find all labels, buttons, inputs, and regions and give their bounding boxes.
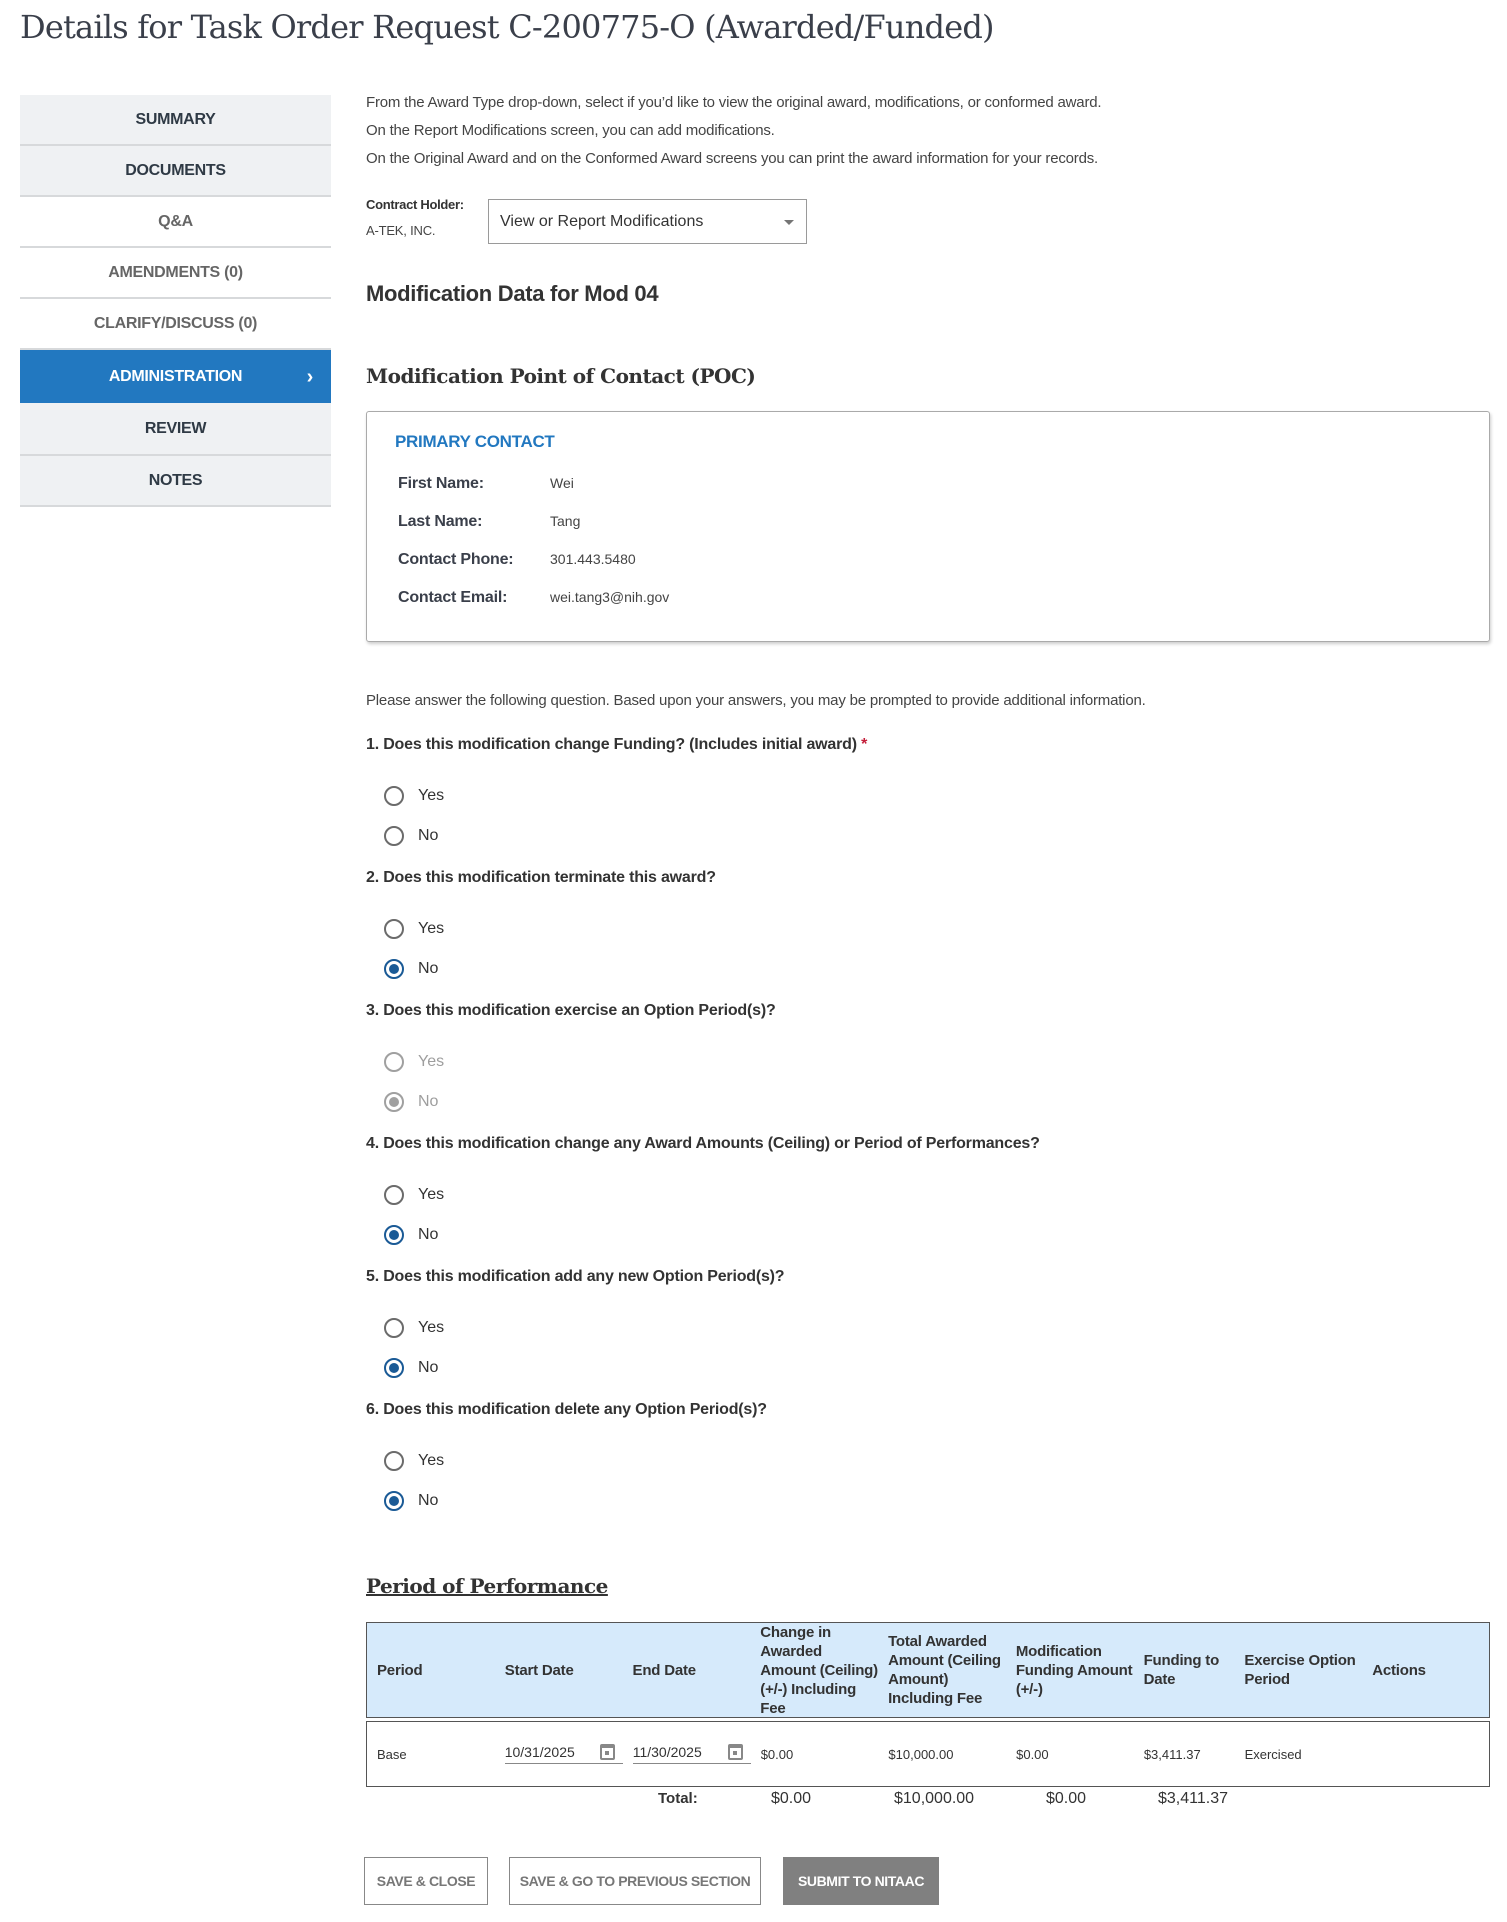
q6-no-radio[interactable] bbox=[384, 1491, 438, 1511]
radio-unchecked-icon[interactable] bbox=[384, 919, 404, 939]
sidebar-item-label: CLARIFY/DISCUSS (0) bbox=[93, 314, 258, 332]
poc-last-name bbox=[398, 513, 580, 533]
end-date-input[interactable] bbox=[633, 1744, 751, 1764]
intro-text bbox=[366, 89, 1101, 173]
radio-checked-icon bbox=[384, 1092, 404, 1112]
sidebar-item-label: ADMINISTRATION bbox=[108, 367, 243, 385]
question-text: 2. Does this modification terminate this award? bbox=[366, 869, 716, 886]
intro-line: On the Report Modifications screen, you can add modifications. bbox=[366, 122, 775, 139]
q4-no-radio[interactable] bbox=[384, 1225, 438, 1245]
radio-label: No bbox=[418, 1492, 439, 1509]
sidebar-item-clarify-discuss[interactable] bbox=[20, 299, 331, 350]
radio-label: Yes bbox=[418, 920, 445, 937]
q5-yes-radio[interactable] bbox=[384, 1318, 444, 1338]
q3-yes-radio bbox=[384, 1052, 444, 1072]
page-title: Details for Task Order Request C-200775-O (Awarded/Funded) bbox=[20, 8, 994, 46]
radio-checked-icon[interactable] bbox=[384, 959, 404, 979]
question-text: 5. Does this modification add any new Option Period(s)? bbox=[366, 1268, 785, 1285]
field-value: wei.tang3@nih.gov bbox=[550, 589, 670, 605]
submit-to-nitaac-button[interactable]: SUBMIT TO NITAAC bbox=[783, 1857, 939, 1905]
radio-unchecked-icon[interactable] bbox=[384, 1451, 404, 1471]
radio-unchecked-icon[interactable] bbox=[384, 1318, 404, 1338]
question-3 bbox=[366, 1002, 776, 1020]
column-header: Modification Funding Amount (+/-) bbox=[1015, 1642, 1133, 1698]
q6-yes-radio[interactable] bbox=[384, 1451, 444, 1471]
question-text: 1. Does this modification change Funding? (Includes initial award) bbox=[366, 736, 857, 753]
contract-holder-label: Contract Holder: bbox=[366, 197, 464, 212]
question-text: 4. Does this modification change any Award Amounts (Ceiling) or Period of Performances? bbox=[366, 1135, 1040, 1152]
radio-label: Yes bbox=[418, 1186, 445, 1203]
question-text: 6. Does this modification delete any Option Period(s)? bbox=[366, 1401, 767, 1418]
question-1 bbox=[366, 736, 867, 754]
sidebar-item-amendments[interactable] bbox=[20, 248, 331, 299]
cell-period: Base bbox=[377, 1746, 407, 1762]
sidebar-item-label: AMENDMENTS (0) bbox=[108, 263, 243, 281]
save-close-button[interactable]: SAVE & CLOSE bbox=[364, 1857, 488, 1905]
radio-checked-icon[interactable] bbox=[384, 1358, 404, 1378]
dropdown-caret-icon bbox=[784, 220, 794, 225]
cell-end-date bbox=[623, 1744, 751, 1764]
q2-yes-radio[interactable] bbox=[384, 919, 444, 939]
question-6 bbox=[366, 1401, 767, 1419]
column-header: Funding to Date bbox=[1143, 1652, 1220, 1688]
column-header: Period bbox=[377, 1661, 423, 1679]
radio-checked-icon[interactable] bbox=[384, 1225, 404, 1245]
cell-mod-funding: $0.00 bbox=[1016, 1746, 1049, 1762]
question-2 bbox=[366, 869, 716, 887]
column-header: Start Date bbox=[504, 1661, 574, 1679]
calendar-icon[interactable] bbox=[728, 1744, 743, 1760]
modification-heading: Modification Data for Mod 04 bbox=[366, 281, 659, 306]
field-value: Wei bbox=[550, 475, 574, 491]
radio-unchecked-icon[interactable] bbox=[384, 1185, 404, 1205]
field-value: 301.443.5480 bbox=[550, 551, 636, 567]
radio-label: Yes bbox=[418, 1452, 445, 1469]
sidebar-item-label: Q&A bbox=[158, 212, 193, 230]
poc-first-name bbox=[398, 475, 574, 495]
column-header: Change in Awarded Amount (Ceiling) (+/-) Including Fee bbox=[760, 1623, 878, 1717]
field-label: Contact Phone: bbox=[398, 551, 514, 568]
total-funding-to-date: $3,411.37 bbox=[1158, 1790, 1228, 1807]
end-date-value: 11/30/2025 bbox=[632, 1744, 702, 1760]
sidebar-item-review[interactable] bbox=[20, 403, 331, 456]
sidebar-item-documents[interactable] bbox=[20, 146, 331, 197]
cell-funding-to-date: $3,411.37 bbox=[1143, 1746, 1201, 1762]
sidebar-item-label: DOCUMENTS bbox=[125, 161, 226, 179]
radio-label: No bbox=[418, 1226, 439, 1243]
contract-holder-value: A-TEK, INC. bbox=[366, 223, 436, 238]
column-header: Total Awarded Amount (Ceiling Amount) Including Fee bbox=[888, 1633, 1001, 1707]
cell-exercise-option: Exercised bbox=[1244, 1746, 1302, 1762]
total-ceiling: $10,000.00 bbox=[894, 1790, 975, 1807]
radio-label: No bbox=[418, 827, 439, 844]
intro-line: From the Award Type drop-down, select if you’d like to view the original award, modifications, or conformed award. bbox=[366, 94, 1102, 111]
sidebar-item-qa[interactable] bbox=[20, 197, 331, 248]
table-header bbox=[366, 1622, 1490, 1718]
sidebar-item-administration[interactable] bbox=[20, 350, 331, 403]
required-marker: * bbox=[861, 736, 868, 753]
radio-unchecked-icon bbox=[384, 1052, 404, 1072]
column-header: Exercise Option Period bbox=[1244, 1652, 1356, 1688]
sidebar-item-label: SUMMARY bbox=[135, 110, 216, 128]
radio-label: No bbox=[418, 1093, 439, 1110]
cell-start-date bbox=[495, 1744, 623, 1764]
cell-change-ceiling: $0.00 bbox=[760, 1746, 794, 1762]
contract-holder bbox=[366, 197, 486, 238]
radio-checked-icon[interactable] bbox=[384, 1491, 404, 1511]
radio-unchecked-icon[interactable] bbox=[384, 786, 404, 806]
column-header: End Date bbox=[632, 1661, 696, 1679]
save-previous-section-button[interactable]: SAVE & GO TO PREVIOUS SECTION bbox=[509, 1857, 761, 1905]
radio-label: Yes bbox=[418, 1319, 445, 1336]
question-5 bbox=[366, 1268, 784, 1286]
radio-label: Yes bbox=[418, 1053, 445, 1070]
primary-contact-title: PRIMARY CONTACT bbox=[395, 432, 555, 451]
poc-contact-email bbox=[398, 589, 669, 609]
totals-row bbox=[366, 1790, 1490, 1812]
q1-no-radio[interactable] bbox=[384, 826, 438, 846]
totals-label: Total: bbox=[658, 1790, 698, 1807]
total-mod-funding: $0.00 bbox=[1046, 1790, 1087, 1807]
questionnaire-instructions: Please answer the following question. Based upon your answers, you may be prompted to provide additional information. bbox=[366, 692, 1146, 709]
q2-no-radio[interactable] bbox=[384, 959, 438, 979]
award-type-select[interactable] bbox=[488, 199, 807, 244]
sidebar-item-summary[interactable] bbox=[20, 95, 331, 146]
total-change-ceiling: $0.00 bbox=[771, 1790, 812, 1807]
q5-no-radio[interactable] bbox=[384, 1358, 438, 1378]
sidebar-item-label: NOTES bbox=[148, 471, 203, 489]
award-type-selected-value: View or Report Modifications bbox=[500, 212, 704, 230]
q4-yes-radio[interactable] bbox=[384, 1185, 444, 1205]
column-header: Actions bbox=[1372, 1661, 1426, 1679]
question-4 bbox=[366, 1135, 1040, 1153]
poc-heading: Modification Point of Contact (POC) bbox=[366, 364, 756, 388]
intro-line: On the Original Award and on the Conformed Award screens you can print the award information for your records. bbox=[366, 150, 1099, 167]
primary-contact-card bbox=[366, 411, 1490, 642]
field-label: First Name: bbox=[398, 475, 484, 492]
q1-yes-radio[interactable] bbox=[384, 786, 444, 806]
cell-total-ceiling: $10,000.00 bbox=[888, 1746, 954, 1762]
start-date-value: 10/31/2025 bbox=[504, 1744, 575, 1760]
q3-no-radio bbox=[384, 1092, 438, 1112]
poc-contact-phone bbox=[398, 551, 636, 571]
field-label: Contact Email: bbox=[398, 589, 508, 606]
start-date-input[interactable] bbox=[505, 1744, 623, 1764]
sidebar-item-label: REVIEW bbox=[144, 419, 207, 437]
radio-unchecked-icon[interactable] bbox=[384, 826, 404, 846]
table-row bbox=[366, 1721, 1490, 1787]
period-of-performance-heading: Period of Performance bbox=[366, 1574, 608, 1598]
chevron-right-icon: › bbox=[306, 366, 313, 388]
calendar-icon[interactable] bbox=[600, 1744, 615, 1760]
period-of-performance-table bbox=[366, 1622, 1490, 1787]
sidebar-item-notes[interactable] bbox=[20, 456, 331, 507]
question-text: 3. Does this modification exercise an Option Period(s)? bbox=[366, 1002, 776, 1019]
radio-label: No bbox=[418, 960, 439, 977]
field-label: Last Name: bbox=[398, 513, 483, 530]
radio-label: Yes bbox=[418, 787, 445, 804]
field-value: Tang bbox=[550, 513, 581, 529]
radio-label: No bbox=[418, 1359, 439, 1376]
sidebar-nav bbox=[20, 95, 331, 507]
